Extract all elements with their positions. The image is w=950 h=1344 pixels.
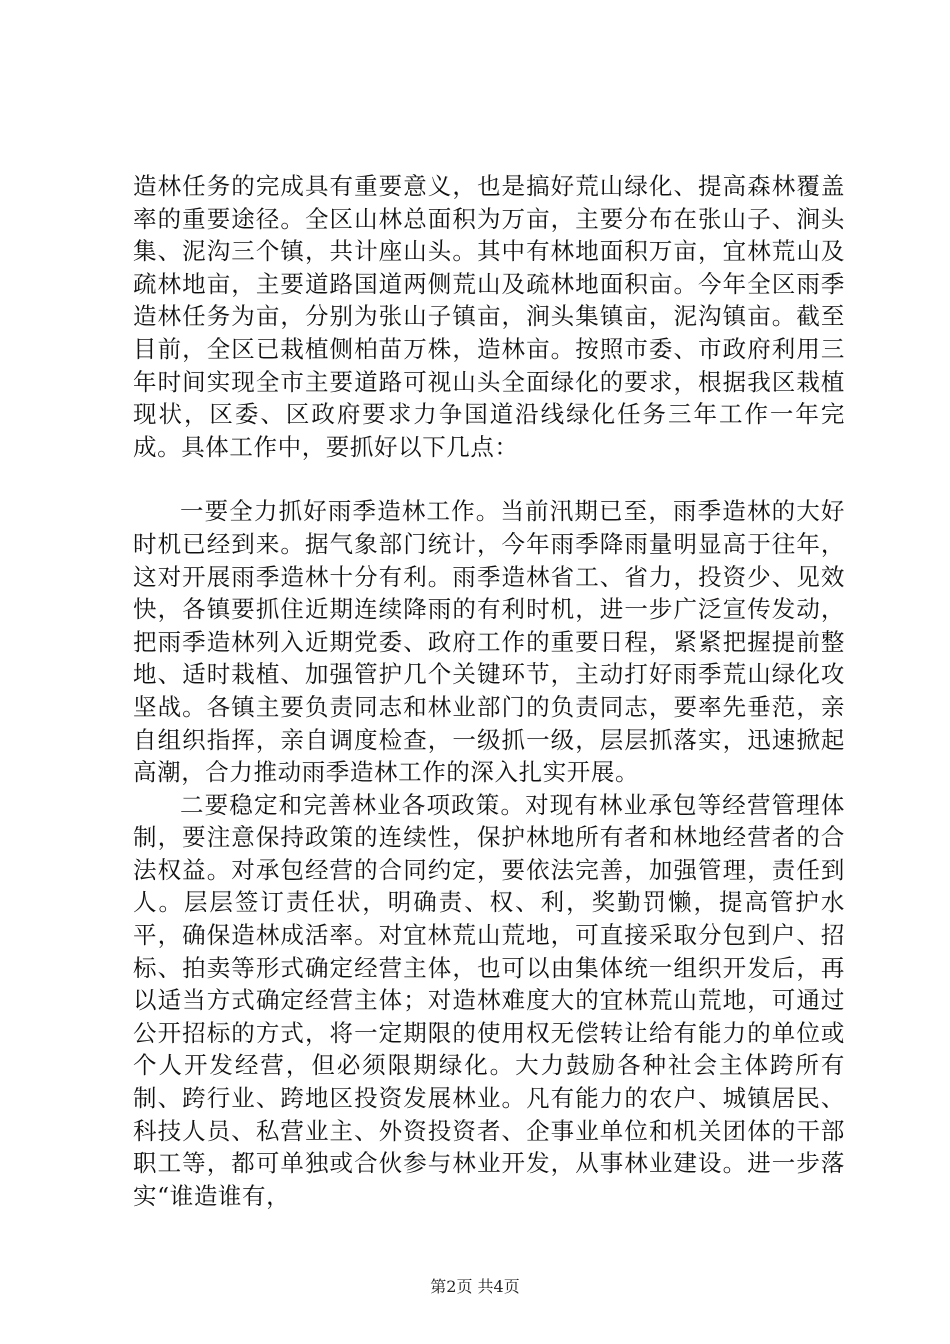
paragraph-forestry-policy: 二要稳定和完善林业各项政策。对现有林业承包等经营管理体制，要注意保持政策的连续性，保护林地所有者和林地经营者的合法权益。对承包经营的合同约定，要依法完善，加强管理，责任到人。层层签订责任状，明确责、权、利，奖勤罚懒，提高管护水平，确保造林成活率。对宜林荒山荒地，可直接采取分包到户、招标、拍卖等形式确定经营主体，也可以由集体统一组织开发后，再以适当方式确定经营主体；对造林难度大的宜林荒山荒地，可通过公开招标的方式，将一定期限的使用权无偿转让给有能力的单位或个人开发经营，但必须限期绿化。大力鼓励各种社会主体跨所有制、跨行业、跨地区投资发展林业。凡有能力的农户、城镇居民、科技人员、私营业主、外资投资者、企事业单位和机关团体的干部职工等，都可单独或合伙参与林业开发，从事林业建设。进一步落实“谁造谁有，: [133, 790, 845, 1210]
document-body: [133, 170, 845, 1212]
paragraph-intro: 造林任务的完成具有重要意义，也是搞好荒山绿化、提高森林覆盖率的重要途径。全区山林总面积为万亩，主要分布在张山子、涧头集、泥沟三个镇，共计座山头。其中有林地面积万亩，宜林荒山及疏林地亩，主要道路国道两侧荒山及疏林地面积亩。今年全区雨季造林任务为亩，分别为张山子镇亩，涧头集镇亩，泥沟镇亩。截至目前，全区已栽植侧柏苗万株，造林亩。按照市委、市政府利用三年时间实现全市主要道路可视山头全面绿化的要求，根据我区栽植现状，区委、区政府要求力争国道沿线绿化任务三年工作一年完成。具体工作中，要抓好以下几点：: [133, 172, 845, 461]
paragraph-spacer: [133, 463, 845, 495]
paragraph-rainy-season-afforestation: 一要全力抓好雨季造林工作。当前汛期已至，雨季造林的大好时机已经到来。据气象部门统计，今年雨季降雨量明显高于往年，这对开展雨季造林十分有利。雨季造林省工、省力，投资少、见效快，各镇要抓住近期连续降雨的有利时机，进一步广泛宣传发动，把雨季造林列入近期党委、政府工作的重要日程，紧紧把握提前整地、适时栽植、加强管护几个关键环节，主动打好雨季荒山绿化攻坚战。各镇主要负责同志和林业部门的负责同志，要率先垂范，亲自组织指挥，亲自调度检查，一级抓一级，层层抓落实，迅速掀起高潮，合力推动雨季造林工作的深入扎实开展。: [133, 497, 845, 787]
page-number-footer: 第2页 共4页: [430, 1277, 520, 1296]
